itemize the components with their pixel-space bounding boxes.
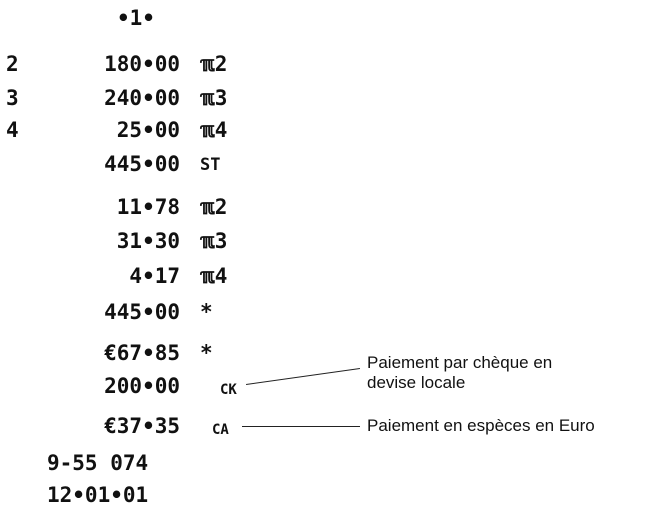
cash-payment-annotation: Paiement en espèces en Euro	[367, 416, 595, 435]
receipt-header: •1•	[117, 6, 155, 30]
line-amount: 200•00	[104, 374, 180, 398]
line-amount: 445•00	[104, 152, 180, 176]
line-code: CA	[212, 422, 229, 438]
line-index: 2	[6, 52, 19, 76]
line-code: ℼ3	[200, 86, 228, 110]
line-amount: 31•30	[116, 229, 180, 253]
line-code: ℼ3	[200, 229, 228, 253]
line-amount: 4•17	[129, 264, 180, 288]
line-code: *	[200, 341, 213, 365]
line-code: ST	[200, 155, 221, 175]
line-index: 4	[6, 118, 19, 142]
receipt-number: 9-55 074	[47, 451, 149, 475]
line-code: ℼ2	[200, 52, 228, 76]
line-code: ℼ4	[200, 264, 228, 288]
line-amount: €67•85	[104, 341, 180, 365]
line-code: ℼ2	[200, 195, 228, 219]
line-code: CK	[220, 382, 237, 398]
line-amount: 180•00	[104, 52, 180, 76]
line-amount: 11•78	[116, 195, 180, 219]
line-code: *	[200, 300, 213, 324]
line-amount: 25•00	[116, 118, 180, 142]
line-amount: €37•35	[104, 414, 180, 438]
receipt-date: 12•01•01	[47, 483, 149, 507]
line-index: 3	[6, 86, 19, 110]
line-code: ℼ4	[200, 118, 228, 142]
cash-leader-line	[242, 426, 360, 427]
cheque-payment-annotation: Paiement par chèque en devise locale	[367, 353, 553, 392]
line-amount: 240•00	[104, 86, 180, 110]
line-amount: 445•00	[104, 300, 180, 324]
